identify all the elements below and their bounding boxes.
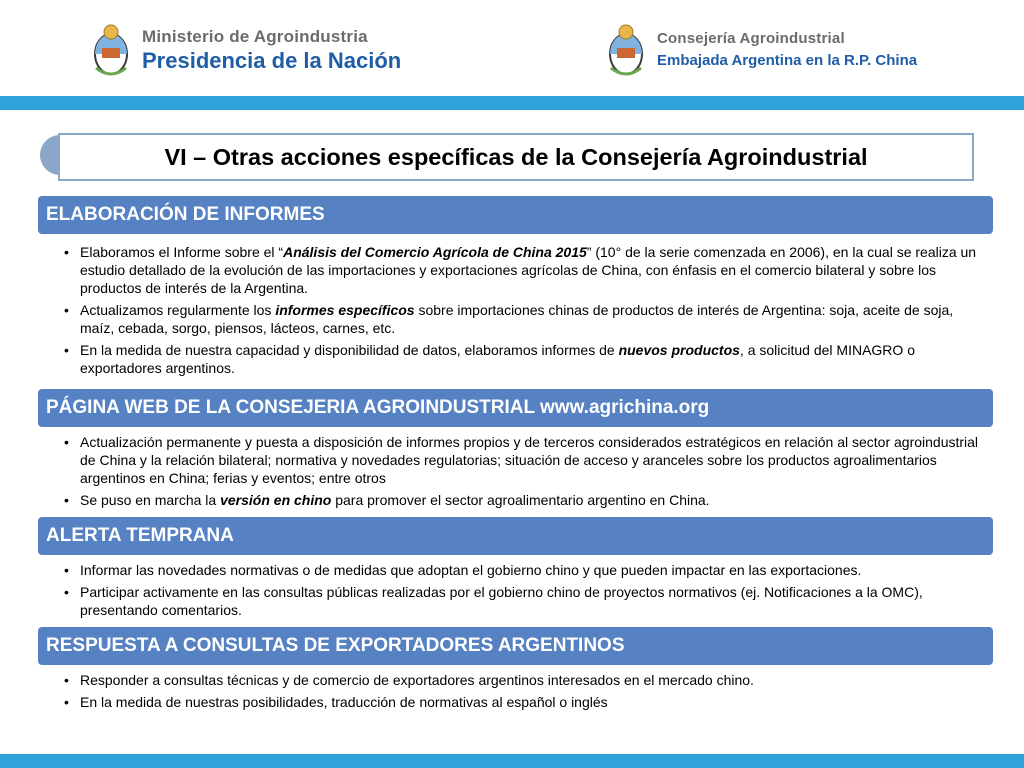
section-heading-consultas: RESPUESTA A CONSULTAS DE EXPORTADORES ARGENTINOS [38, 627, 993, 665]
list-item: • Elaboramos el Informe sobre el “Análisis del Comercio Agrícola de China 2015” (10° de la serie comenzada en 2006), en la cual se realiza un estudio detallado de la evolución de las importaciones y exportaciones agrícolas de China, con énfasis en el comercio bilateral y sobre los productos de interés de la Argentina. [64, 243, 984, 297]
list-item: • En la medida de nuestra capacidad y disponibilidad de datos, elaboramos informes de nuevos productos, a solicitud del MINAGRO o exportadores argentinos. [64, 341, 984, 377]
list-item: • Actualizamos regularmente los informes específicos sobre importaciones chinas de productos de interés de Argentina: soja, aceite de soja, maíz, cebada, sorgo, piensos, lácteos, carnes, etc. [64, 301, 984, 337]
header [0, 0, 1024, 96]
presidency-name: Presidencia de la Nación [142, 48, 402, 73]
section-list-alerta [64, 561, 984, 623]
list-item: • En la medida de nuestras posibilidades, traducción de normativas al español o inglés [64, 693, 984, 711]
list-item: • Informar las novedades normativas o de medidas que adoptan el gobierno chino y que pueden impactar en las exportaciones. [64, 561, 984, 579]
section-heading-alerta: ALERTA TEMPRANA [38, 517, 993, 555]
coat-of-arms-icon [605, 18, 647, 82]
section-list-web [64, 433, 984, 513]
embassy-name: Embajada Argentina en la R.P. China [657, 52, 918, 69]
section-heading-web: PÁGINA WEB DE LA CONSEJERIA AGROINDUSTRIAL www.agrichina.org [38, 389, 993, 427]
section-heading-informes: ELABORACIÓN DE INFORMES [38, 196, 993, 234]
ministry-logo [90, 18, 401, 82]
coat-of-arms-icon [90, 18, 132, 82]
top-stripe [0, 96, 1024, 110]
section-list-consultas [64, 671, 984, 715]
consejeria-name: Consejería Agroindustrial [657, 30, 845, 47]
bottom-stripe [0, 754, 1024, 768]
section-list-informes [64, 243, 984, 381]
list-item: • Actualización permanente y puesta a disposición de informes propios y de terceros considerados estratégicos en relación al sector agroindustrial de China y la relación bilateral; normativa y novedades regulatorias; situación de acceso y aranceles sobre los productos agroalimentarios argentinos en China; ferias y eventos; entre otros [64, 433, 984, 487]
ministry-name: Ministerio de Agroindustria [142, 27, 368, 46]
list-item: • Se puso en marcha la versión en chino para promover el sector agroalimentario argentino en China. [64, 491, 984, 509]
list-item: • Responder a consultas técnicas y de comercio de exportadores argentinos interesados en el mercado chino. [64, 671, 984, 689]
list-item: • Participar activamente en las consultas públicas realizadas por el gobierno chino de proyectos normativos (ej. Notificaciones a la OMC), presentando comentarios. [64, 583, 984, 619]
page-title: VI – Otras acciones específicas de la Consejería Agroindustrial [58, 133, 974, 181]
consejeria-logo [605, 18, 917, 82]
